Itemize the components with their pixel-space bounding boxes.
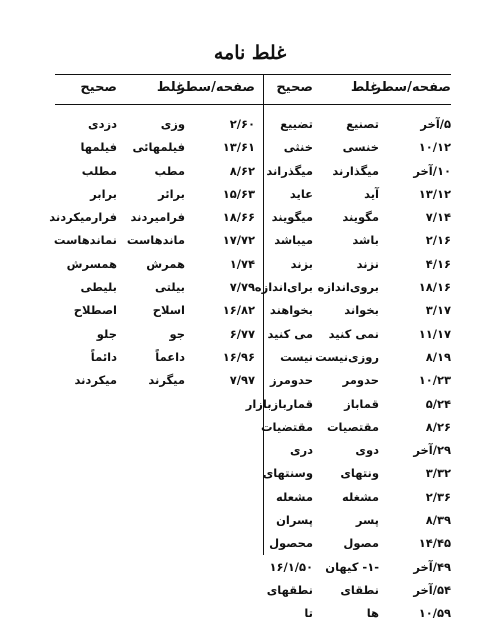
cell-correct: دائماً xyxy=(90,349,117,364)
cell-correct: نماندهاست xyxy=(53,233,117,248)
cell-page-line: ۳/۱۷ xyxy=(425,303,451,318)
cell-wrong: فرامیردند xyxy=(130,210,185,225)
cell-wrong: دوی xyxy=(355,443,379,458)
cell-correct: میگذراند xyxy=(266,163,313,178)
cell-page-line: ۱۳/۱۲ xyxy=(418,186,451,201)
cell-page-line: ۱۱/۱۷ xyxy=(418,326,451,341)
cell-correct: مطلب xyxy=(81,163,117,178)
cell-page-line: ۴۹/آخر xyxy=(413,559,451,574)
table-row xyxy=(55,162,255,185)
cell-correct: بزند xyxy=(290,256,313,271)
table-row xyxy=(245,395,451,418)
cell-correct: دزدی xyxy=(88,117,117,131)
cell-correct: می کنید xyxy=(267,326,313,341)
cell-page-line: ۸/۶۲ xyxy=(229,163,255,178)
cell-wrong: بیلتی xyxy=(154,280,185,295)
cell-correct: قماربازبازار xyxy=(245,396,313,411)
header-wrong: غلط xyxy=(350,80,379,95)
table-row xyxy=(263,301,451,324)
cell-correct: عاید xyxy=(289,186,313,201)
cell-wrong: پسر xyxy=(355,513,379,528)
table-row xyxy=(263,488,451,511)
cell-wrong: بخواند xyxy=(344,303,379,318)
cell-correct: جلو xyxy=(96,326,117,341)
table-row xyxy=(55,255,255,278)
cell-correct: میباشد xyxy=(274,233,313,248)
header-page-line: صفحه/سطر xyxy=(373,80,451,95)
cell-correct: ۱۶/۱/۵۰ xyxy=(269,559,313,574)
right-column-rows xyxy=(245,115,451,628)
table-row xyxy=(263,511,451,534)
cell-page-line: ۵/۲۴ xyxy=(425,396,451,411)
cell-wrong: مصول xyxy=(343,536,379,551)
cell-page-line: ۲/۶۰ xyxy=(229,117,255,131)
cell-wrong: مگویند xyxy=(342,210,379,225)
cell-wrong: فیلمهائی xyxy=(132,140,185,155)
table-row xyxy=(263,581,451,604)
cell-wrong: نزند xyxy=(356,256,379,271)
errata-table xyxy=(49,74,451,621)
cell-wrong: خنسی xyxy=(342,140,379,155)
cell-correct: فیلمها xyxy=(80,140,117,155)
cell-correct: دری xyxy=(289,443,313,458)
cell-page-line: ۲/۳۶ xyxy=(425,489,451,504)
cell-page-line: ۸/۲۶ xyxy=(425,419,451,434)
cell-correct: همسرش xyxy=(66,256,117,271)
header-wrong: غلط xyxy=(156,80,185,95)
table-row xyxy=(263,418,451,441)
cell-page-line: ۶/۷۷ xyxy=(229,326,255,341)
cell-page-line: ۷/۱۴ xyxy=(425,210,451,225)
cell-page-line: ۷/۹۷ xyxy=(229,373,255,388)
cell-page-line: ۱۵/۶۳ xyxy=(222,186,255,201)
cell-wrong: وزی xyxy=(160,117,185,131)
cell-page-line: ۱۳/۶۱ xyxy=(222,140,255,155)
header-divider xyxy=(55,104,451,105)
cell-wrong: قماباز xyxy=(344,396,379,411)
cell-page-line: ۸/۳۹ xyxy=(425,513,451,528)
cell-correct: برابر xyxy=(90,186,117,201)
header-correct: صحیح xyxy=(276,80,313,95)
table-row xyxy=(263,604,451,627)
cell-page-line: ۱۰/۱۲ xyxy=(418,140,451,155)
left-column-header xyxy=(55,80,255,100)
table-row xyxy=(263,162,451,185)
cell-wrong: میگذارند xyxy=(332,163,379,178)
cell-correct: محصول xyxy=(269,536,313,551)
cell-page-line: ۲۹/آخر xyxy=(413,443,451,458)
table-row xyxy=(263,138,451,161)
cell-page-line: ۸/۱۹ xyxy=(425,349,451,364)
cell-wrong: ونتهای xyxy=(340,466,379,481)
cell-correct: بخواهند xyxy=(269,303,313,318)
cell-page-line: ۱۰/۵۹ xyxy=(418,606,451,621)
table-row xyxy=(55,325,255,348)
cell-correct: وسنتهای xyxy=(262,466,313,481)
table-row xyxy=(263,371,451,394)
table-row xyxy=(263,115,451,138)
cell-wrong: نمی کنید xyxy=(328,326,379,341)
cell-wrong: ماندهاست xyxy=(126,233,185,248)
cell-correct: نطقهای xyxy=(266,582,313,597)
cell-page-line: ۱۴/۴۵ xyxy=(418,536,451,551)
cell-wrong: جو xyxy=(169,326,185,341)
cell-wrong: تصنیع xyxy=(346,117,379,131)
cell-page-line: ۱۶/۸۲ xyxy=(222,303,255,318)
table-row xyxy=(263,558,451,581)
cell-wrong: باشد xyxy=(352,233,379,248)
left-column-rows xyxy=(49,115,255,395)
table-row xyxy=(263,534,451,557)
table-row xyxy=(263,325,451,348)
table-row xyxy=(254,278,451,301)
table-row xyxy=(263,208,451,231)
cell-correct: بلیطی xyxy=(80,280,117,295)
header-page-line: صفحه/سطر xyxy=(177,80,255,95)
cell-wrong: برائر xyxy=(158,186,185,201)
cell-page-line: ۱۸/۱۶ xyxy=(418,280,451,295)
page-title: غلط نامه xyxy=(213,42,287,64)
cell-correct: اصطلاح xyxy=(73,303,117,318)
table-row xyxy=(49,208,255,231)
cell-wrong: مشغله xyxy=(342,489,379,504)
cell-correct: فرارمیکردند xyxy=(49,210,117,225)
cell-correct: خنثی xyxy=(283,140,313,155)
table-row xyxy=(55,278,255,301)
cell-correct: مقتضیات xyxy=(261,419,313,434)
cell-wrong: آید xyxy=(364,186,379,201)
table-row xyxy=(55,138,255,161)
table-row xyxy=(263,348,451,371)
cell-wrong: ها xyxy=(366,606,379,621)
cell-wrong: اسلاح xyxy=(152,303,185,318)
cell-wrong: مطب xyxy=(154,163,185,178)
cell-correct: مشعله xyxy=(276,489,313,504)
right-column-header xyxy=(263,80,451,100)
table-row xyxy=(263,464,451,487)
cell-wrong: همرش xyxy=(146,256,185,271)
cell-page-line: ۱۰/آخر xyxy=(413,163,451,178)
cell-wrong: مقتصیات xyxy=(327,419,379,434)
table-row xyxy=(263,185,451,208)
header-correct: صحیح xyxy=(80,80,117,95)
table-row xyxy=(263,231,451,254)
cell-page-line: ۲/۱۶ xyxy=(425,233,451,248)
cell-wrong: روزی‌نیست xyxy=(315,349,379,364)
cell-page-line: ۵۴/آخر xyxy=(413,582,451,597)
cell-correct: پسران xyxy=(276,513,313,528)
cell-correct: حدومرز xyxy=(270,373,313,388)
cell-page-line: ۳/۳۲ xyxy=(425,466,451,481)
cell-page-line: ۵/آخر xyxy=(420,117,451,131)
cell-wrong: داعماً xyxy=(155,349,185,364)
cell-page-line: ۱۶/۹۶ xyxy=(222,349,255,364)
cell-page-line: ۱۸/۶۶ xyxy=(222,210,255,225)
table-row xyxy=(55,231,255,254)
cell-correct: برای‌اندازه xyxy=(254,280,313,295)
cell-page-line: ۱۰/۲۳ xyxy=(418,373,451,388)
table-row xyxy=(55,371,255,394)
cell-wrong: -۱- کیهان xyxy=(325,559,379,574)
table-row xyxy=(263,255,451,278)
cell-correct: نیست xyxy=(280,349,313,364)
table-row xyxy=(263,441,451,464)
cell-correct: میگویند xyxy=(271,210,313,225)
cell-wrong: بروی‌اندازه xyxy=(317,280,379,295)
cell-page-line: ۴/۱۶ xyxy=(425,256,451,271)
cell-wrong: میگرند xyxy=(148,373,185,388)
table-row xyxy=(55,185,255,208)
table-row xyxy=(55,348,255,371)
cell-page-line: ۱/۷۴ xyxy=(229,256,255,271)
cell-page-line: ۱۷/۷۲ xyxy=(222,233,255,248)
table-row xyxy=(55,115,255,138)
table-row xyxy=(55,301,255,324)
cell-correct: تا xyxy=(304,606,313,621)
cell-wrong: حدومر xyxy=(342,373,379,388)
cell-correct: تضییع xyxy=(280,117,313,131)
cell-page-line: ۷/۷۹ xyxy=(229,280,255,295)
cell-wrong: نطقای xyxy=(340,582,379,597)
cell-correct: میکردند xyxy=(74,373,117,388)
